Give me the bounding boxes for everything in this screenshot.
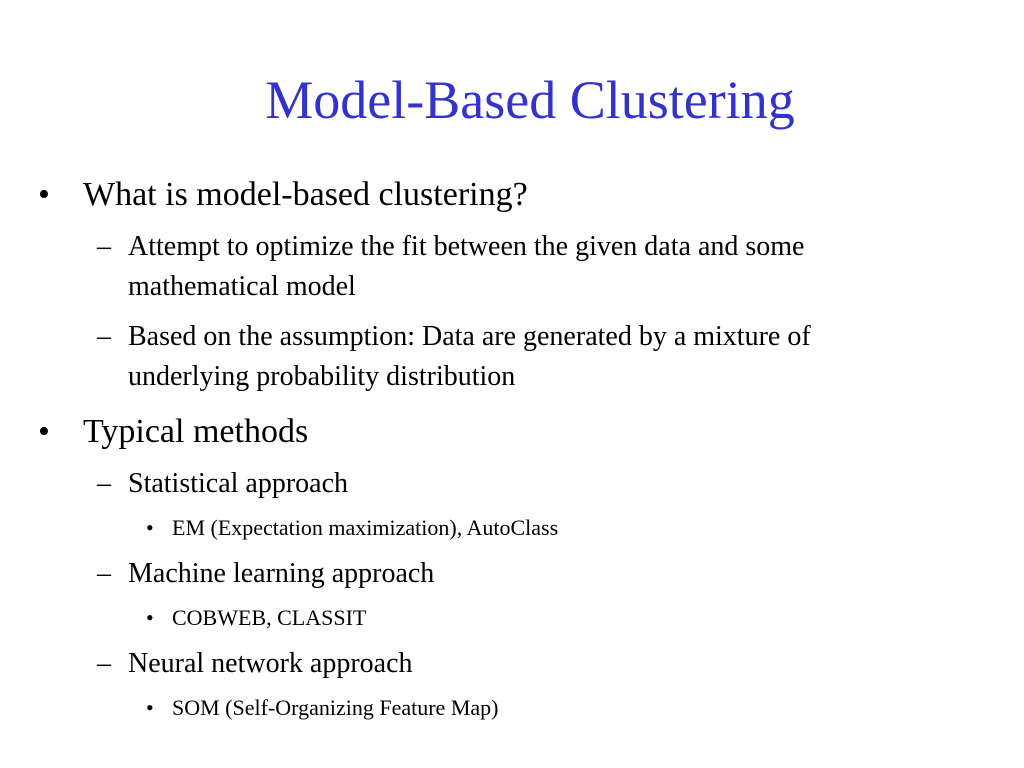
bullet-marker: • xyxy=(146,695,154,720)
dash-marker: – xyxy=(97,648,111,679)
bullet-marker: • xyxy=(146,605,154,630)
sub-bullet-text-line: Attempt to optimize the fit between the given data and some xyxy=(128,231,805,262)
sub-bullet-text-line: mathematical model xyxy=(128,271,356,302)
dash-marker: – xyxy=(97,558,111,589)
dash-marker: – xyxy=(97,321,111,352)
sub-bullet-text: Machine learning approach xyxy=(128,558,435,589)
sub-bullet-text-line: underlying probability distribution xyxy=(128,361,516,392)
bullet-marker: • xyxy=(38,413,50,450)
bullet-marker: • xyxy=(146,515,154,540)
bullet-marker: • xyxy=(38,176,50,213)
sub-bullet-text: Neural network approach xyxy=(128,648,413,679)
dash-marker: – xyxy=(97,231,111,262)
slide-title: Model-Based Clustering xyxy=(265,70,795,130)
sub-sub-bullet-text: EM (Expectation maximization), AutoClass xyxy=(172,515,559,540)
sub-bullet-text: Statistical approach xyxy=(128,468,349,499)
sub-sub-bullet-text: SOM (Self-Organizing Feature Map) xyxy=(172,695,499,720)
bullet-text: What is model-based clustering? xyxy=(83,176,528,213)
bullet-text: Typical methods xyxy=(83,413,309,450)
sub-bullet-text-line: Based on the assumption: Data are generated by a mixture of xyxy=(128,321,811,352)
dash-marker: – xyxy=(97,468,111,499)
sub-sub-bullet-text: COBWEB, CLASSIT xyxy=(172,605,367,630)
